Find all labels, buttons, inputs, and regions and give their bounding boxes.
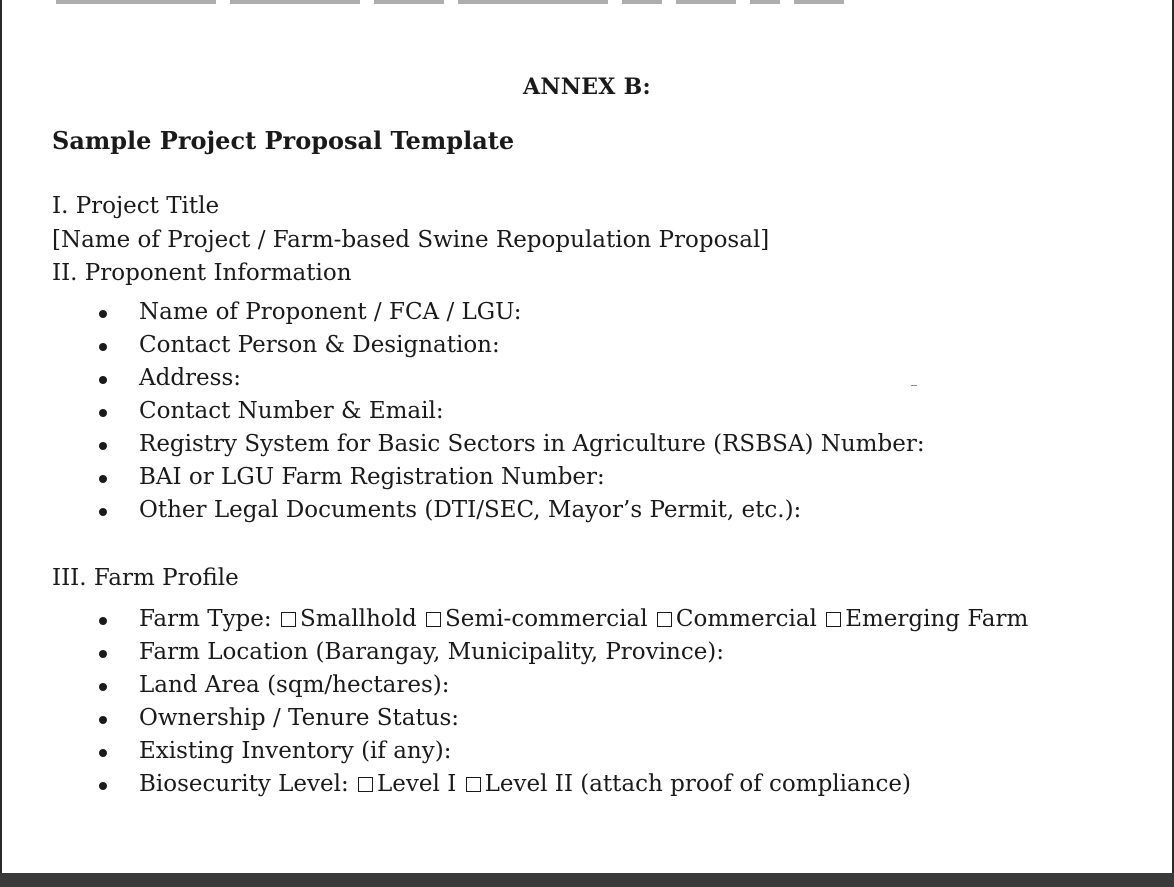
bullet-icon — [99, 683, 107, 691]
farm-type-option-semi-commercial: Semi-commercial — [445, 606, 648, 632]
list-item-label: Contact Number & Email: — [139, 398, 444, 424]
biosecurity-option-level-1: Level I — [377, 771, 457, 797]
bullet-icon — [99, 442, 107, 450]
checkbox-icon[interactable] — [426, 612, 441, 627]
bullet-icon — [99, 782, 107, 790]
list-item-label: BAI or LGU Farm Registration Number: — [139, 464, 605, 490]
list-item — [52, 735, 1028, 768]
proponent-info-list — [52, 296, 925, 527]
list-item-label: Registry System for Basic Sectors in Agriculture (RSBSA) Number: — [139, 431, 925, 457]
bullet-icon — [99, 343, 107, 351]
checkbox-icon[interactable] — [826, 612, 841, 627]
list-item-label: Contact Person & Designation: — [139, 332, 500, 358]
farm-type-option-emerging-farm: Emerging Farm — [845, 606, 1029, 632]
checkbox-icon[interactable] — [358, 777, 373, 792]
template-title: Sample Project Proposal Template — [52, 126, 515, 155]
list-item — [52, 362, 925, 395]
bullet-icon — [99, 749, 107, 757]
bullet-icon — [99, 650, 107, 658]
list-item-label: Farm Location (Barangay, Municipality, Province): — [139, 639, 725, 665]
farm-type-option-smallhold: Smallhold — [299, 606, 417, 632]
farm-type-option-commercial: Commercial — [675, 606, 817, 632]
annex-title: ANNEX B: — [523, 74, 651, 100]
list-item-label: Ownership / Tenure Status: — [139, 705, 460, 731]
biosecurity-item — [52, 768, 1028, 801]
biosecurity-option-level-2: Level II (attach proof of compliance) — [484, 771, 911, 797]
list-item-label: Address: — [139, 365, 242, 391]
list-item — [52, 329, 925, 362]
farm-profile-list — [52, 603, 1028, 801]
list-item — [52, 461, 925, 494]
project-title-placeholder: [Name of Project / Farm-based Swine Repopulation Proposal] — [52, 227, 770, 253]
cut-off-text-remnant — [56, 0, 844, 7]
list-item — [52, 428, 925, 461]
bullet-icon — [99, 716, 107, 724]
list-item — [52, 296, 925, 329]
list-item — [52, 669, 1028, 702]
section-1-heading: I. Project Title — [52, 193, 220, 219]
list-item — [52, 702, 1028, 735]
bullet-icon — [99, 376, 107, 384]
checkbox-icon[interactable] — [657, 612, 672, 627]
list-item-label: Other Legal Documents (DTI/SEC, Mayor’s Permit, etc.): — [139, 497, 802, 523]
bullet-icon — [99, 617, 107, 625]
bullet-icon — [99, 475, 107, 483]
farm-type-item — [52, 603, 1028, 636]
checkbox-icon[interactable] — [466, 777, 481, 792]
bullet-icon — [99, 508, 107, 516]
checkbox-icon[interactable] — [281, 612, 296, 627]
section-3-heading: III. Farm Profile — [52, 565, 239, 591]
list-item-label: Land Area (sqm/hectares): — [139, 672, 450, 698]
section-2-heading: II. Proponent Information — [52, 260, 352, 286]
bullet-icon — [99, 310, 107, 318]
bottom-border-bar — [0, 873, 1174, 887]
bullet-icon — [99, 409, 107, 417]
list-item — [52, 636, 1028, 669]
list-item-label: Name of Proponent / FCA / LGU: — [139, 299, 522, 325]
list-item — [52, 395, 925, 428]
farm-type-label: Farm Type: — [139, 606, 272, 632]
list-item-label: Existing Inventory (if any): — [139, 738, 452, 764]
biosecurity-label: Biosecurity Level: — [139, 771, 349, 797]
scan-speck — [911, 385, 917, 386]
list-item — [52, 494, 925, 527]
